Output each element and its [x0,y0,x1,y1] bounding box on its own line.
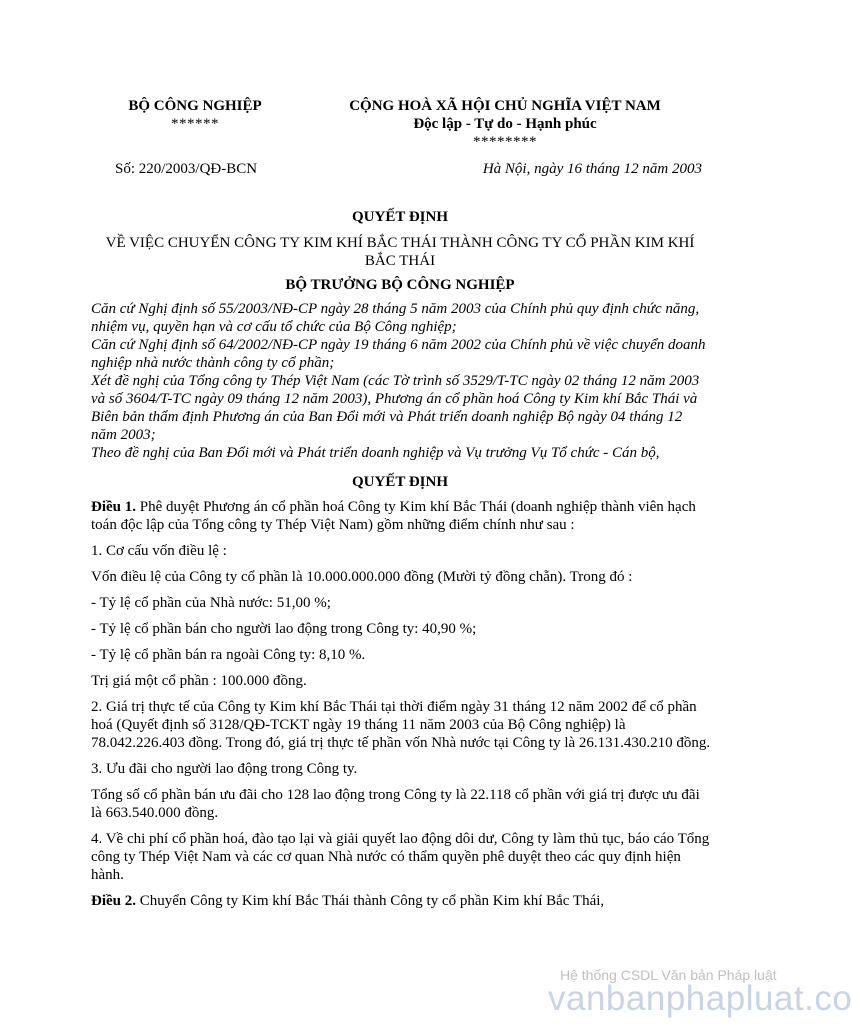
body-paragraph: - Tỷ lệ cổ phần bán ra ngoài Công ty: 8,10 %. [91,647,366,663]
national-header [320,97,690,151]
article-1-text: Phê duyệt Phương án cổ phần hoá Công ty Kim khí Bắc Thái (doanh nghiệp thành viên hạch toán độc lập của Tổng công ty Thép Việt Nam) gồm những điểm chính như sau : [91,499,696,533]
watermark-site: vanbanphapluat.co [548,979,852,1018]
decides-heading: QUYẾT ĐỊNH [352,474,448,490]
article-1-label: Điều 1. [91,499,136,515]
decision-title: QUYẾT ĐỊNH [352,209,448,225]
ministry-separator: ****** [171,116,219,132]
national-motto: Độc lập - Tự do - Hạnh phúc [413,116,597,132]
body-paragraph: 3. Ưu đãi cho người lao động trong Công ty. [91,761,358,777]
document-date: Hà Nội, ngày 16 tháng 12 năm 2003 [482,161,702,177]
issuing-authority: BỘ TRƯỞNG BỘ CÔNG NGHIỆP [285,277,515,293]
preamble-item: Xét đề nghị của Tổng công ty Thép Việt Nam (các Tờ trình số 3529/T-TC ngày 02 tháng 12 năm 2003 và số 3604/T-TC ngày 09 tháng 12 năm 2003), Phương án cổ phần hoá Công ty Kim khí Bắc Thái và Biên bản thẩm định Phương án của Ban Đổi mới và Phát triển doanh nghiệp Bộ ngày 04 tháng 12 năm 2003; [91,373,700,443]
body-paragraph: 1. Cơ cấu vốn điều lệ : [91,543,227,559]
preamble-item: Theo đề nghị của Ban Đổi mới và Phát triển doanh nghiệp và Vụ trưởng Vụ Tổ chức - Cán bộ, [91,445,660,461]
article-2 [91,892,711,910]
article-1 [91,498,711,534]
issuer-block [100,97,290,133]
motto-separator: ******** [473,134,537,150]
preamble-item: Căn cứ Nghị định số 55/2003/NĐ-CP ngày 28 tháng 5 năm 2003 của Chính phủ quy định chức năng, nhiệm vụ, quyền hạn và cơ cấu tổ chức của Bộ Công nghiệp; [91,301,700,335]
body-paragraph: 2. Giá trị thực tế của Công ty Kim khí Bắc Thái tại thời điểm ngày 31 tháng 12 năm 2002 để cổ phần hoá (Quyết định số 3128/QĐ-TCKT ngày 19 tháng 11 năm 2003 của Bộ Công nghiệp) là 78.042.226.403 đồng. Trong đó, giá trị thực tế phần vốn Nhà nước tại Công ty là 26.131.430.210 đồng. [91,699,711,751]
body-paragraph: Trị giá một cổ phần : 100.000 đồng. [91,673,307,689]
preamble-item: Căn cứ Nghị định số 64/2002/NĐ-CP ngày 19 tháng 6 năm 2002 của Chính phủ về việc chuyển doanh nghiệp nhà nước thành công ty cổ phần; [91,337,706,371]
ministry-name: BỘ CÔNG NGHIỆP [128,98,262,114]
body-paragraph: 4. Về chi phí cổ phần hoá, đào tạo lại và giải quyết lao động dôi dư, Công ty làm thủ tục, báo cáo Tổng công ty Thép Việt Nam và các cơ quan Nhà nước có thẩm quyền phê duyệt theo các quy định hiện hành. [91,831,710,883]
decision-subject: VỀ VIỆC CHUYỂN CÔNG TY KIM KHÍ BẮC THÁI THÀNH CÔNG TY CỔ PHẦN KIM KHÍ BẮC THÁI [105,235,695,269]
country-name: CỘNG HOÀ XÃ HỘI CHỦ NGHĨA VIỆT NAM [349,98,661,114]
body-paragraph: - Tỷ lệ cổ phần của Nhà nước: 51,00 %; [91,595,331,611]
document-body [91,498,711,918]
article-2-text: Chuyển Công ty Kim khí Bắc Thái thành Công ty cổ phần Kim khí Bắc Thái, [136,893,605,909]
watermark-caption: Hệ thống CSDL Văn bản Pháp luật [560,967,777,983]
body-paragraph: Vốn điều lệ của Công ty cổ phần là 10.000.000.000 đồng (Mười tỷ đồng chẵn). Trong đó : [91,569,633,585]
article-2-label: Điều 2. [91,893,136,909]
body-paragraph: Tổng số cổ phần bán ưu đãi cho 128 lao động trong Công ty là 22.118 cổ phần với giá trị được ưu đãi là 663.540.000 đồng. [91,787,700,821]
preamble [91,300,711,462]
body-paragraph: - Tỷ lệ cổ phần bán cho người lao động trong Công ty: 40,90 %; [91,621,477,637]
document-number: Số: 220/2003/QĐ-BCN [115,161,258,177]
